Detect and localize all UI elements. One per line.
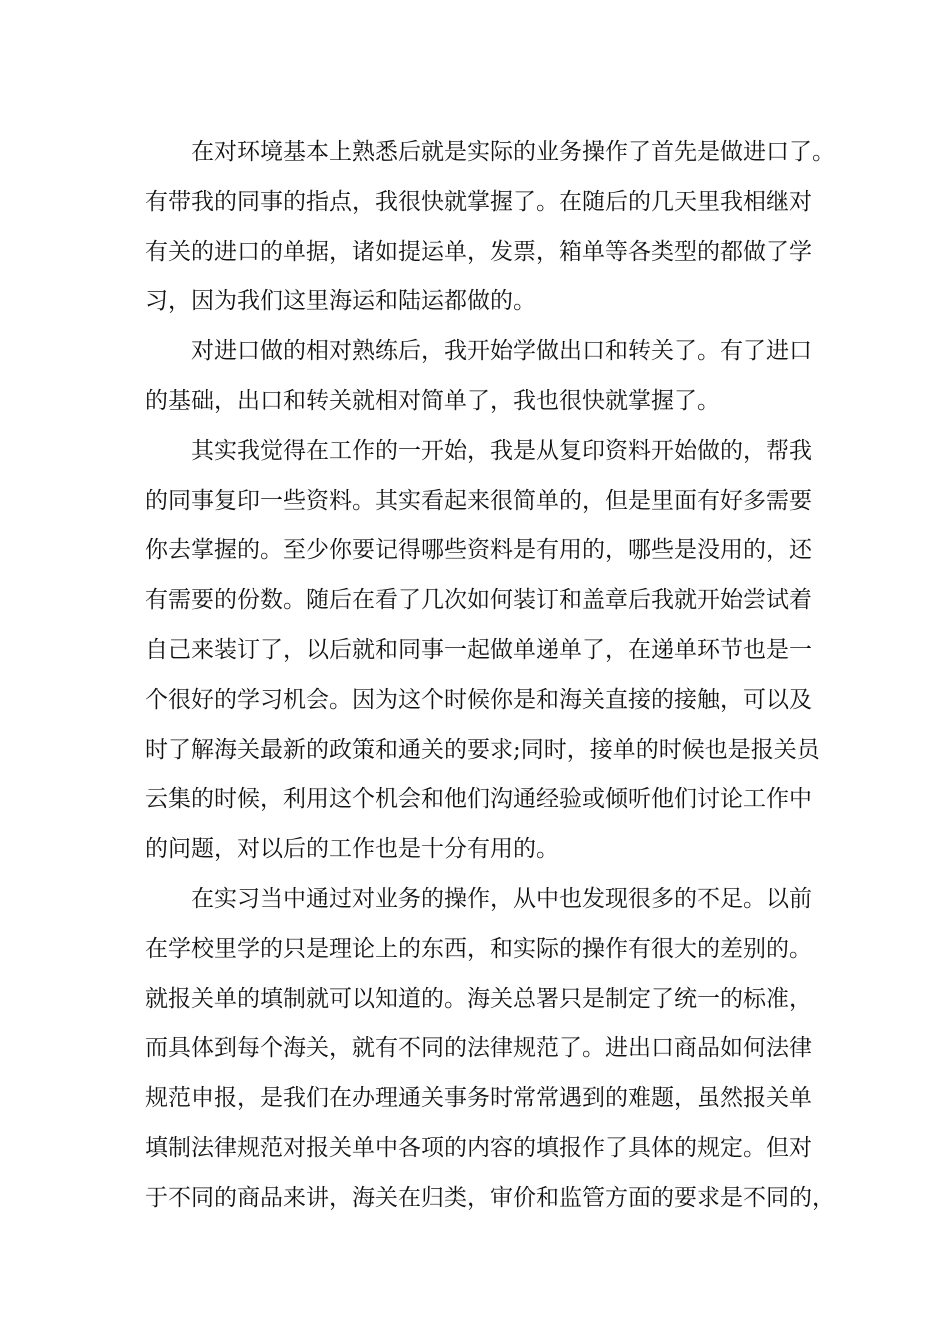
- text-line: 规范申报，是我们在办理通关事务时常常遇到的难题，虽然报关单: [145, 1085, 812, 1112]
- text-line: 云集的时候，利用这个机会和他们沟通经验或倾听他们讨论工作中: [145, 786, 812, 813]
- text-line: 其实我觉得在工作的一开始，我是从复印资料开始做的，帮我: [191, 437, 812, 464]
- text-line: 你去掌握的。至少你要记得哪些资料是有用的，哪些是没用的，还: [145, 537, 812, 564]
- text-line: 在实习当中通过对业务的操作，从中也发现很多的不足。以前: [191, 885, 812, 912]
- text-line: 在对环境基本上熟悉后就是实际的业务操作了首先是做进口了。: [191, 139, 835, 165]
- text-line: 有需要的份数。随后在看了几次如何装订和盖章后我就开始尝试着: [145, 587, 812, 614]
- text-line: 时了解海关最新的政策和通关的要求;同时，接单的时候也是报关员: [145, 736, 820, 763]
- text-line: 习，因为我们这里海运和陆运都做的。: [145, 288, 536, 315]
- text-line: 而具体到每个海关，就有不同的法律规范了。进出口商品如何法律: [145, 1035, 812, 1062]
- text-line: 自己来装订了，以后就和同事一起做单递单了，在递单环节也是一: [145, 636, 812, 663]
- text-line: 的同事复印一些资料。其实看起来很简单的，但是里面有好多需要: [145, 487, 812, 514]
- text-line: 在学校里学的只是理论上的东西，和实际的操作有很大的差别的。: [145, 935, 812, 962]
- body-text: [145, 128, 835, 1224]
- text-line: 个很好的学习机会。因为这个时候你是和海关直接的接触，可以及: [145, 686, 812, 713]
- text-line: 有带我的同事的指点，我很快就掌握了。在随后的几天里我相继对: [145, 188, 812, 215]
- text-line: 于不同的商品来讲，海关在归类，审价和监管方面的要求是不同的，: [145, 1184, 835, 1211]
- text-line: 就报关单的填制就可以知道的。海关总署只是制定了统一的标准，: [145, 985, 812, 1012]
- text-line: 有关的进口的单据，诸如提运单，发票，箱单等各类型的都做了学: [145, 238, 812, 265]
- text-line: 的问题，对以后的工作也是十分有用的。: [145, 836, 559, 863]
- text-line: 的基础，出口和转关就相对简单了，我也很快就掌握了。: [145, 387, 720, 414]
- text-line: 填制法律规范对报关单中各项的内容的填报作了具体的规定。但对: [145, 1134, 812, 1161]
- text-line: 对进口做的相对熟练后，我开始学做出口和转关了。有了进口: [191, 338, 812, 365]
